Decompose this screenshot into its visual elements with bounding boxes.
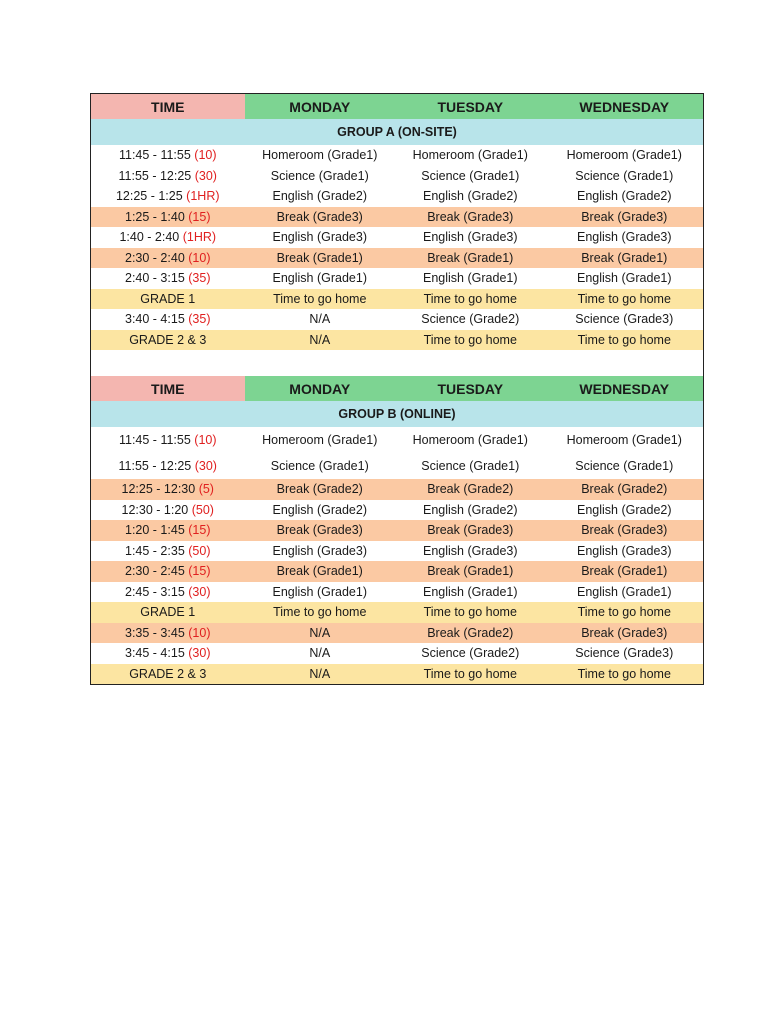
wednesday-cell: English (Grade1)	[577, 271, 672, 286]
tuesday-cell: Homeroom (Grade1)	[412, 433, 528, 447]
time-cell	[91, 169, 245, 183]
tuesday-cell: English (Grade3)	[423, 230, 518, 245]
group-b-table	[90, 376, 704, 685]
time-cell	[91, 292, 245, 306]
wednesday-cell: English (Grade1)	[577, 584, 672, 599]
monday-cell: Break (Grade3)	[276, 523, 363, 538]
header-wednesday: WEDNESDAY	[546, 376, 703, 401]
time-cell	[91, 646, 245, 660]
table-spacer	[91, 350, 703, 376]
duration: (10)	[188, 625, 211, 640]
duration: (30)	[188, 646, 211, 661]
time-range: 1:25 - 1:40	[125, 209, 189, 224]
tuesday-cell: Time to go home	[423, 332, 517, 347]
tuesday-cell: Science (Grade1)	[421, 168, 520, 183]
time-range: 1:45 - 2:35	[125, 543, 189, 558]
monday-cell: Break (Grade2)	[276, 482, 363, 497]
duration: (30)	[194, 168, 217, 183]
duration: (50)	[188, 543, 211, 558]
duration: (10)	[188, 250, 211, 265]
time-cell	[91, 503, 245, 517]
table-row	[91, 643, 703, 664]
table-row	[91, 541, 703, 562]
wednesday-cell: English (Grade3)	[577, 543, 672, 558]
duration: (50)	[191, 502, 214, 517]
table-row	[91, 145, 703, 166]
time-cell	[91, 251, 245, 265]
wednesday-cell: Homeroom (Grade1)	[566, 148, 682, 163]
header-time: TIME	[91, 376, 245, 401]
header-tuesday: TUESDAY	[395, 376, 546, 401]
time-cell	[91, 210, 245, 224]
tuesday-cell: English (Grade2)	[423, 502, 518, 517]
monday-cell: N/A	[309, 666, 331, 681]
wednesday-cell: Science (Grade3)	[575, 312, 674, 327]
duration: (10)	[194, 148, 217, 163]
monday-cell: English (Grade3)	[272, 230, 367, 245]
time-range: 11:55 - 12:25	[118, 168, 195, 183]
table-row	[91, 561, 703, 582]
duration: (30)	[188, 584, 211, 599]
monday-cell: N/A	[309, 625, 331, 640]
time-range: 11:45 - 11:55	[118, 148, 195, 163]
duration: (1HR)	[182, 230, 217, 245]
time-cell	[91, 230, 245, 244]
tuesday-cell: Science (Grade2)	[421, 646, 520, 661]
table-row	[91, 289, 703, 310]
monday-cell: N/A	[309, 332, 331, 347]
time-cell	[91, 667, 245, 681]
tuesday-cell: Science (Grade1)	[421, 459, 520, 473]
duration: (15)	[188, 209, 211, 224]
monday-cell: Break (Grade1)	[276, 564, 363, 579]
monday-cell: Time to go home	[273, 605, 367, 620]
time-range: 12:30 - 1:20	[121, 502, 192, 517]
tuesday-cell: Break (Grade1)	[427, 250, 514, 265]
table-row	[91, 309, 703, 330]
monday-cell: Homeroom (Grade1)	[262, 148, 378, 163]
time-range: 1:40 - 2:40	[119, 230, 183, 245]
tuesday-cell: Time to go home	[423, 291, 517, 306]
wednesday-cell: English (Grade2)	[577, 502, 672, 517]
monday-cell: English (Grade2)	[272, 189, 367, 204]
table-row	[91, 664, 703, 685]
tuesday-cell: Break (Grade2)	[427, 482, 514, 497]
grade-label: GRADE 1	[140, 291, 196, 306]
time-cell	[91, 312, 245, 326]
monday-cell: English (Grade1)	[272, 584, 367, 599]
table-row	[91, 602, 703, 623]
wednesday-cell: Break (Grade1)	[581, 250, 668, 265]
table-row	[91, 330, 703, 351]
monday-cell: Time to go home	[273, 291, 367, 306]
time-cell	[91, 523, 245, 537]
tuesday-cell: Break (Grade3)	[427, 209, 514, 224]
tuesday-cell: Time to go home	[423, 666, 517, 681]
header-wednesday: WEDNESDAY	[546, 94, 703, 119]
time-cell	[91, 544, 245, 558]
tuesday-cell: English (Grade3)	[423, 543, 518, 558]
table-row	[91, 248, 703, 269]
group-a-table	[90, 93, 704, 376]
wednesday-cell: Break (Grade2)	[581, 482, 668, 497]
wednesday-cell: Break (Grade3)	[581, 625, 668, 640]
wednesday-cell: Time to go home	[577, 605, 671, 620]
time-cell	[91, 585, 245, 599]
time-range: 3:35 - 3:45	[125, 625, 189, 640]
time-range: 1:20 - 1:45	[125, 523, 189, 538]
duration: (5)	[198, 482, 214, 497]
time-cell	[91, 605, 245, 619]
grade-label: GRADE 2 & 3	[129, 332, 207, 347]
wednesday-cell: English (Grade3)	[577, 230, 672, 245]
tuesday-cell: Homeroom (Grade1)	[412, 148, 528, 163]
header-monday: MONDAY	[245, 376, 396, 401]
table-row	[91, 207, 703, 228]
duration: (15)	[188, 523, 211, 538]
header-tuesday: TUESDAY	[395, 94, 546, 119]
time-range: 2:40 - 3:15	[125, 271, 189, 286]
time-range: 2:30 - 2:45	[125, 564, 189, 579]
duration: (1HR)	[186, 189, 220, 204]
table-row	[91, 427, 703, 453]
duration: (35)	[188, 271, 211, 286]
time-range: 11:45 - 11:55	[118, 433, 195, 447]
schedule-sheet	[90, 93, 704, 685]
table-row	[91, 453, 703, 479]
duration: (35)	[188, 312, 211, 327]
wednesday-cell: Science (Grade3)	[575, 646, 674, 661]
grade-label: GRADE 1	[140, 605, 196, 620]
time-range: 3:40 - 4:15	[125, 312, 189, 327]
time-cell	[91, 433, 245, 447]
tuesday-cell: English (Grade1)	[423, 584, 518, 599]
monday-cell: Science (Grade1)	[270, 459, 369, 473]
time-cell	[91, 626, 245, 640]
table-row	[91, 582, 703, 603]
group-b-title: GROUP B (ONLINE)	[91, 401, 703, 427]
grade-label: GRADE 2 & 3	[129, 666, 207, 681]
time-range: 12:25 - 1:25	[115, 189, 187, 204]
time-range: 11:55 - 12:25	[118, 459, 195, 473]
monday-cell: English (Grade1)	[272, 271, 367, 286]
time-range: 2:30 - 2:40	[125, 250, 189, 265]
tuesday-cell: Break (Grade1)	[427, 564, 514, 579]
table-row	[91, 500, 703, 521]
wednesday-cell: Time to go home	[577, 291, 671, 306]
table-row	[91, 268, 703, 289]
table-row	[91, 227, 703, 248]
tuesday-cell: Break (Grade2)	[427, 625, 514, 640]
table-row	[91, 479, 703, 500]
monday-cell: N/A	[309, 312, 331, 327]
tuesday-cell: Science (Grade2)	[421, 312, 520, 327]
header-time: TIME	[91, 94, 245, 119]
time-cell	[91, 271, 245, 285]
time-cell	[91, 482, 245, 496]
time-cell	[91, 189, 245, 203]
monday-cell: Break (Grade1)	[276, 250, 363, 265]
wednesday-cell: Homeroom (Grade1)	[566, 433, 682, 447]
time-cell	[91, 564, 245, 578]
time-cell	[91, 459, 245, 473]
wednesday-cell: Break (Grade3)	[581, 209, 668, 224]
wednesday-cell: English (Grade2)	[577, 189, 672, 204]
wednesday-cell: Time to go home	[577, 332, 671, 347]
group-a-title: GROUP A (ON-SITE)	[91, 119, 703, 145]
header-monday: MONDAY	[245, 94, 396, 119]
monday-cell: English (Grade2)	[272, 502, 367, 517]
time-cell	[91, 148, 245, 162]
table-row	[91, 186, 703, 207]
wednesday-cell: Break (Grade1)	[581, 564, 668, 579]
table-row	[91, 166, 703, 187]
wednesday-cell: Science (Grade1)	[575, 168, 674, 183]
tuesday-cell: Time to go home	[423, 605, 517, 620]
duration: (15)	[188, 564, 211, 579]
time-cell	[91, 333, 245, 347]
table-row	[91, 520, 703, 541]
table-row	[91, 623, 703, 644]
monday-cell: N/A	[309, 646, 331, 661]
tuesday-cell: English (Grade1)	[423, 271, 518, 286]
wednesday-cell: Science (Grade1)	[575, 459, 674, 473]
time-range: 12:25 - 12:30	[121, 482, 199, 497]
monday-cell: Break (Grade3)	[276, 209, 363, 224]
wednesday-cell: Time to go home	[577, 666, 671, 681]
monday-cell: Science (Grade1)	[270, 168, 369, 183]
duration: (10)	[194, 433, 217, 447]
header-row	[91, 94, 703, 119]
tuesday-cell: English (Grade2)	[423, 189, 518, 204]
monday-cell: Homeroom (Grade1)	[262, 433, 378, 447]
duration: (30)	[194, 459, 217, 473]
tuesday-cell: Break (Grade3)	[427, 523, 514, 538]
wednesday-cell: Break (Grade3)	[581, 523, 668, 538]
header-row	[91, 376, 703, 401]
monday-cell: English (Grade3)	[272, 543, 367, 558]
time-range: 2:45 - 3:15	[125, 584, 189, 599]
time-range: 3:45 - 4:15	[125, 646, 189, 661]
